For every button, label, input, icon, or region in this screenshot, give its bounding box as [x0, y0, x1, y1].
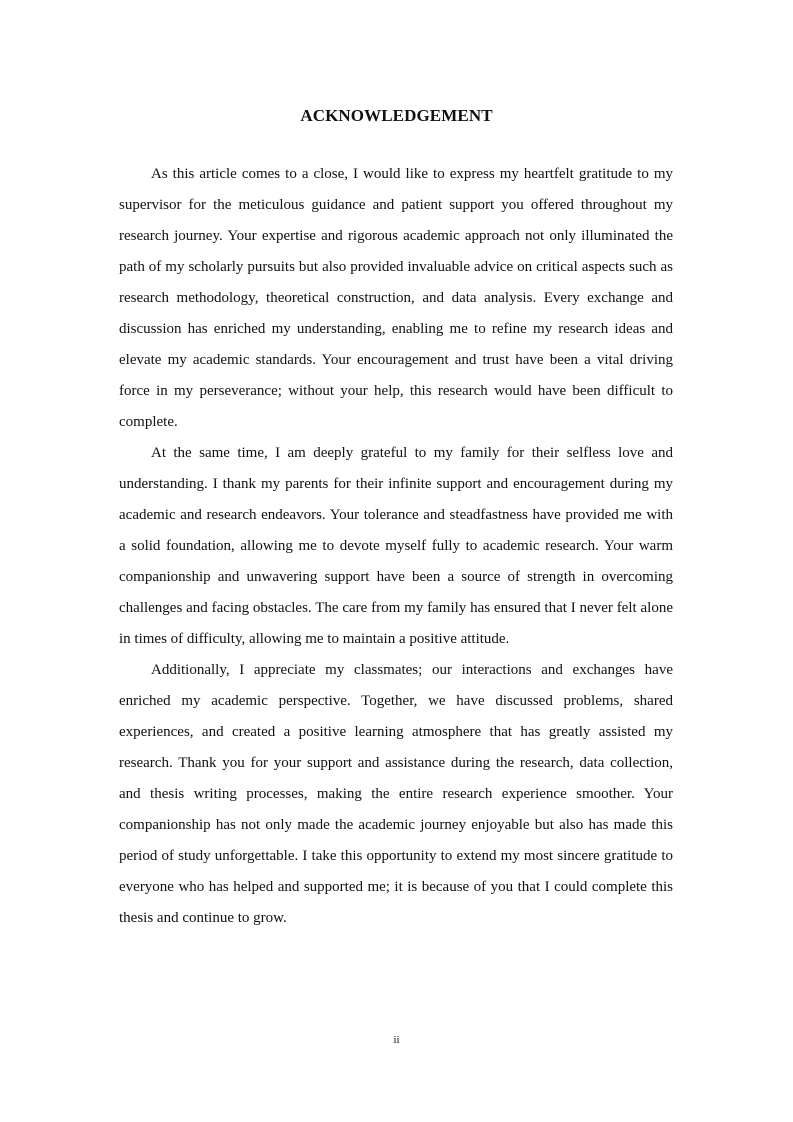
paragraph-family: At the same time, I am deeply grateful to my family for their selfless love and understanding. I thank my parents for their infinite support and encouragement during my academic and research endeavors. Your tolerance and steadfastness have provided me with a solid foundation, allowing me to devote myself fully to academic research. Your warm companionship and unwavering support have been a source of strength in overcoming challenges and facing obstacles. The care from my family has ensured that I never felt alone in times of difficulty, allowing me to maintain a positive attitude.: [119, 445, 673, 647]
page-title: ACKNOWLEDGEMENT: [300, 106, 493, 125]
paragraph-supervisor: As this article comes to a close, I would like to express my heartfelt gratitude to my supervisor for the meticulous guidance and patient support you offered throughout my research journey. Your expertise and rigorous academic approach not only illuminated the path of my scholarly pursuits but also provided invaluable advice on critical aspects such as research methodology, theoretical construction, and data analysis. Every exchange and discussion has enriched my understanding, enabling me to refine my research ideas and elevate my academic standards. Your encouragement and trust have been a vital driving force in my perseverance; without your help, this research would have been difficult to complete.: [119, 166, 673, 430]
page-number: ii: [393, 1034, 400, 1046]
paragraph-classmates: Additionally, I appreciate my classmates; our interactions and exchanges have enriched my academic perspective. Together, we have discussed problems, shared experiences, and created a positive learning atmosphere that has greatly assisted my research. Thank you for your support and assistance during the research, data collection, and thesis writing processes, making the entire research experience smoother. Your companionship has not only made the academic journey enjoyable but also has made this period of study unforgettable. I take this opportunity to extend my most sincere gratitude to everyone who has helped and supported me; it is because of you that I could complete this thesis and continue to grow.: [119, 662, 673, 926]
acknowledgement-body: [119, 159, 673, 934]
